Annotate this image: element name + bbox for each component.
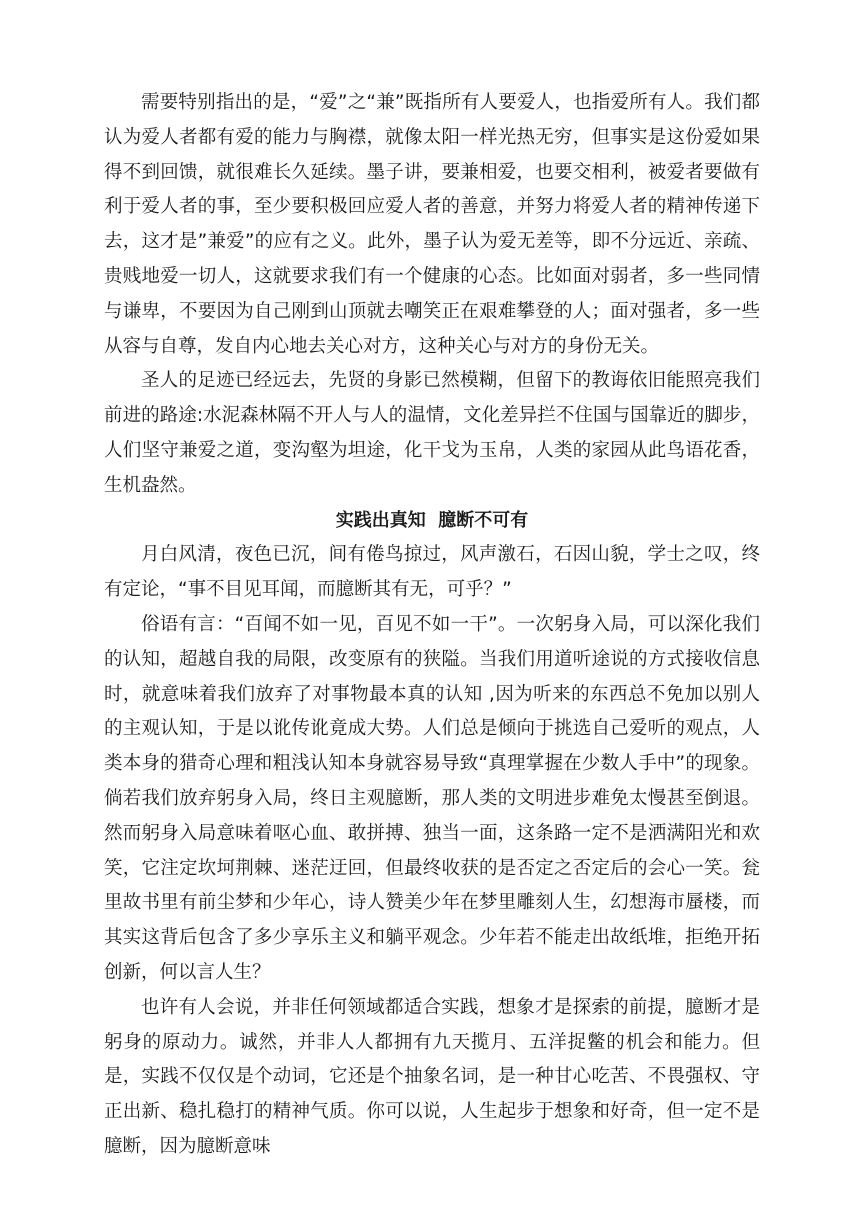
paragraph-sages-teaching: 圣人的足迹已经远去，先贤的身影已然模糊，但留下的教诲依旧能照亮我们前进的路途:水泥森林隔不开人与人的温情，文化差异拦不住国与国靠近的脚步，人们坚守兼爱之道，变沟壑为坦途，化干戈为玉帛，人类的家园从此鸟语花香，生机盎然。 [104,370,760,496]
paragraph-jianai-meaning: 需要特别指出的是，“爱”之“兼”既指所有人要爱人，也指爱所有人。我们都认为爱人者都有爱的能力与胸襟，就像太阳一样光热无穷，但事实是这份爱如果得不到回馈，就很难长久延续。墨子讲，要兼相爱，也要交相利，被爱者要做有利于爱人者的事，至少要积极回应爱人者的善意，并努力将爱人者的精神传递下去，这才是”兼爱”的应有之义。此外，墨子认为爱无差等，即不分远近、亲疏、贵贱地爱一切人，这就要求我们有一个健康的心态。比如面对弱者，多一些同情与谦卑，不要因为自己刚到山顶就去嘲笑正在艰难攀登的人；面对强者，多一些从容与自尊，发自内心地去关心对方，这种关心与对方的身份无关。 [104,92,760,357]
document-page [104,86,760,1165]
paragraph-proverb: 俗语有言：“百闻不如一见，百见不如一干”。一次躬身入局，可以深化我们的认知，超越自我的局限，改变原有的狭隘。当我们用道听途说的方式接收信息时，就意味着我们放弃了对事物最本真的认知 ,因为听来的东西总不免加以别人的主观认知，于是以讹传讹竟成大势。人们总是倾向于挑选自己爱听的观点，人类本身的猎奇心理和粗浅认知本身就容易导致“真理掌握在少数人手中”的现象。倘若我们放弃躬身入局，终日主观臆断，那人类的文明进步难免太慢甚至倒退。然而躬身入局意味着呕心血、敢拼搏、独当一面，这条路一定不是洒满阳光和欢笑，它注定坎坷荆棘、迷茫迂回，但最终收获的是否定之否定后的会心一笑。瓮里故书里有前尘梦和少年心，诗人赞美少年在梦里雕刻人生，幻想海市蜃楼，而其实这背后包含了多少享乐主义和躺平观念。少年若不能走出故纸堆，拒绝开拓创新，何以言人生？ [104,613,760,983]
paragraph-moonlit-night: 月白风清，夜色已沉，间有倦鸟掠过，风声激石，石因山貌，学士之叹，终有定论，“事不目见耳闻，而臆断其有无，可乎？” [104,544,760,601]
section-heading: 实践出真知 臆断不可有 [335,509,529,531]
paragraph-counterargument: 也许有人会说，并非任何领域都适合实践，想象才是探索的前提，臆断才是躬身的原动力。诚然，并非人人都拥有九天揽月、五洋捉鳖的机会和能力。但是，实践不仅仅是个动词，它还是个抽象名词，是一种甘心吃苦、不畏强权、守正出新、稳扎稳打的精神气质。你可以说，人生起步于想象和好奇，但一定不是臆断，因为臆断意味 [104,996,760,1157]
